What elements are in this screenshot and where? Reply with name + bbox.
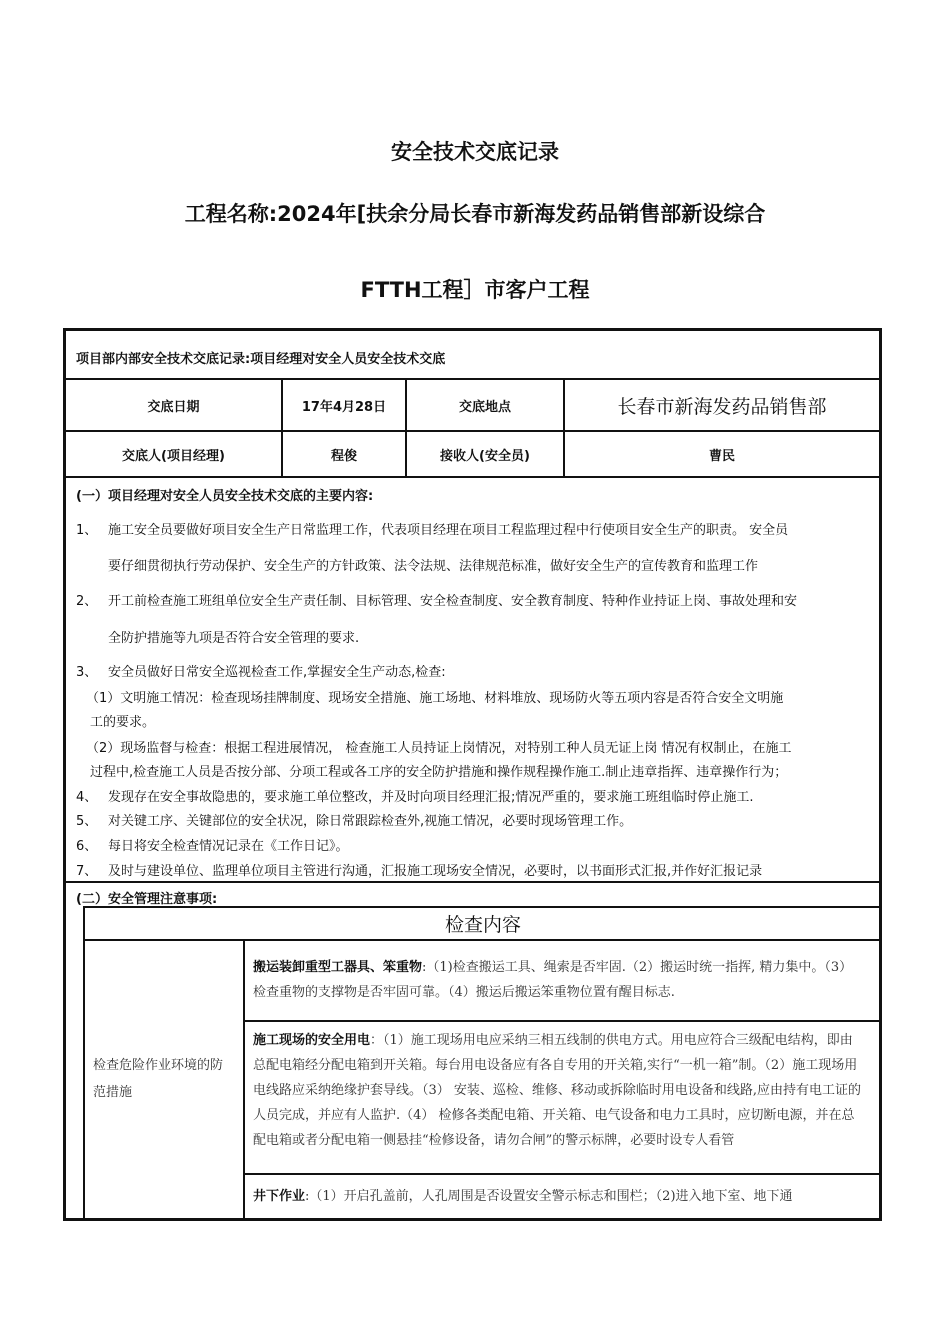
giver-label: 交底人(项目经理) (122, 448, 225, 464)
section2-heading: (二）安全管理注意事项: (76, 892, 218, 907)
item1-line2: 要仔细贯彻执行劳动保护、安全生产的方针政策、法令法规、法律规范标准，做好安全生产的宣传教育和监理工作 (108, 559, 759, 574)
divider (243, 941, 245, 1220)
divider (85, 939, 881, 941)
check-item-title: 搬运装卸重型工器具、笨重物 (253, 960, 423, 975)
check-item-title: 井下作业 (253, 1189, 306, 1204)
document-title: 安全技术交底记录 (391, 140, 559, 164)
check-category-label: 检查危险作业环境的防范措施 (93, 1058, 224, 1100)
item5-text: 对关键工序、关键部位的安全状况，除日常跟踪检查外,视施工情况，必要时现场管理工作。 (108, 814, 633, 829)
item-number: 2、 (76, 594, 98, 609)
divider (245, 1020, 881, 1022)
date-label: 交底日期 (147, 399, 200, 415)
item-number: 6、 (76, 839, 98, 854)
place-label: 交底地点 (458, 399, 511, 415)
place-value: 长春市新海发药品销售部 (617, 395, 827, 418)
item-number: 1、 (76, 523, 98, 538)
divider (66, 881, 879, 883)
sub2-line1: （2）现场监督与检查：根据工程进展情况， 检查施工人员持证上岗情况，对特别工种人员无证上岗 情况有权制止，在施工 (86, 741, 792, 756)
project-name-line2: FTTH工程］市客户工程 (360, 278, 590, 302)
disclosure-table (63, 328, 882, 1221)
check-item-underground (253, 1184, 865, 1209)
item4-text: 发现存在安全事故隐患的，要求施工单位整改，并及时向项目经理汇报;情况严重的，要求施工班组临时停止施工. (108, 790, 754, 805)
item6-text: 每日将安全检查情况记录在《工作日记》。 (108, 839, 349, 854)
sub2-line2: 过程中,检查施工人员是否按分部、分项工程或各工序的安全防护措施和操作规程操作施工.制止违章指挥、违章操作行为； (90, 765, 788, 780)
check-content-header: 检查内容 (444, 914, 521, 936)
item-number: 4、 (76, 790, 98, 805)
item-number: 7、 (76, 864, 98, 879)
item1-line1: 施工安全员要做好项目安全生产日常监理工作，代表项目经理在项目工程监理过程中行使项目安全生产的职责。 安全员 (108, 523, 789, 538)
item2-line2: 全防护措施等九项是否符合安全管理的要求. (108, 631, 360, 646)
sub1-line2: 工的要求。 (90, 715, 156, 730)
check-item-electricity (253, 1028, 865, 1153)
sub1-line1: （1）文明施工情况：检查现场挂牌制度、现场安全措施、施工场地、材料堆放、现场防火等五项内容是否符合安全文明施 (86, 691, 784, 706)
check-item-text: :（1）开启孔盖前，人孔周围是否设置安全警示标志和围栏；（2)进入地下室、地下通 (305, 1189, 793, 1204)
item2-line1: 开工前检查施工班组单位安全生产责任制、目标管理、安全检查制度、安全教育制度、特种作业持证上岗、事故处理和安 (108, 594, 798, 609)
date-value: 17年4月28日 (301, 399, 387, 415)
item7-text: 及时与建设单位、监理单位项目主管进行沟通，汇报施工现场安全情况，必要时，以书面形式汇报,并作好汇报记录 (108, 864, 763, 879)
check-item-handling (253, 955, 865, 1005)
giver-value: 程俊 (330, 448, 357, 464)
item-number: 5、 (76, 814, 98, 829)
item3-text: 安全员做好日常安全巡视检查工作,掌握安全生产动态,检查: (108, 665, 446, 680)
check-item-text: :（1)检查搬运工具、绳索是否牢固.（2）搬运时统一指挥, 精力集中。（3）检查重物的支撑物是否牢固可靠。（4）搬运后搬运笨重物位置有醒目标志. (253, 960, 853, 1000)
divider (245, 1173, 881, 1175)
check-item-title: 施工现场的安全用电 (253, 1033, 371, 1048)
section1-heading: (一）项目经理对安全人员安全技术交底的主要内容: (76, 489, 374, 504)
check-item-text: ：（1）施工现场用电应采纳三相五线制的供电方式。用电应符合三级配电结构，即由总配电箱经分配电箱到开关箱。每台用电设备应有各自专用的开关箱,实行“一机一箱”制。（2）施工现场用电线路应采纳绝缘护套导线。（3） 安装、巡检、维修、移动或拆除临时用电设备和线路,应由持有电工证的人员完成，并应有人监护.（4） 检修各类配电箱、开关箱、电气设备和电力工具时，应切断电源，并在总配电箱或者分配电箱一侧悬挂“检修设备，请勿合闸”的警示标牌，必要时设专人看管 (253, 1033, 862, 1148)
project-name-line1: 工程名称:2024年[扶余分局长春市新海发药品销售部新设综合 (184, 202, 766, 226)
table-header: 项目部内部安全技术交底记录:项目经理对安全人员安全技术交底 (76, 352, 446, 367)
item-number: 3、 (76, 665, 98, 680)
check-table (83, 906, 881, 1220)
receiver-value: 曹民 (708, 448, 735, 464)
receiver-label: 接收人(安全员) (440, 448, 530, 464)
divider (66, 476, 879, 478)
